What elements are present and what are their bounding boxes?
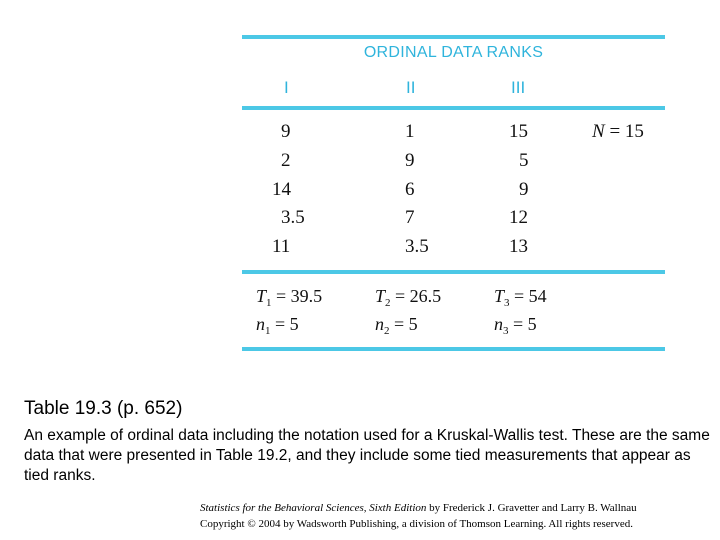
table-cell: 13 bbox=[509, 236, 528, 257]
top-rule bbox=[242, 35, 665, 39]
caption-title: Table 19.3 (p. 652) bbox=[24, 398, 183, 419]
sum-symbol: T bbox=[256, 286, 267, 306]
table-cell: 7 bbox=[405, 207, 415, 228]
total-n bbox=[592, 121, 644, 143]
table-cell: 3.5 bbox=[405, 236, 429, 257]
size-symbol: n bbox=[494, 314, 503, 334]
sum-value: = 54 bbox=[514, 286, 547, 306]
table-cell: 12 bbox=[509, 207, 528, 228]
totals-rule bbox=[242, 270, 665, 274]
sum-symbol: T bbox=[375, 286, 386, 306]
sum-value: = 39.5 bbox=[276, 286, 323, 306]
sum-t3 bbox=[494, 285, 547, 314]
table-cell: 3.5 bbox=[281, 207, 305, 228]
total-n-symbol: N bbox=[592, 121, 605, 142]
book-credit bbox=[200, 500, 715, 532]
book-authors: by Frederick J. Gravetter and Larry B. Wallnau bbox=[426, 502, 637, 514]
sum-subscript: 1 bbox=[266, 297, 272, 309]
table-cell: 15 bbox=[509, 121, 528, 142]
size-symbol: n bbox=[375, 314, 384, 334]
size-subscript: 2 bbox=[384, 325, 390, 337]
table-cell: 5 bbox=[519, 150, 529, 171]
size-value: = 5 bbox=[513, 314, 537, 334]
table-cell: 14 bbox=[272, 179, 291, 200]
table-cell: 9 bbox=[281, 121, 291, 142]
sum-value: = 26.5 bbox=[395, 286, 442, 306]
header-rule bbox=[242, 106, 665, 110]
sum-symbol: T bbox=[494, 286, 505, 306]
table-cell: 6 bbox=[405, 179, 415, 200]
table-cell: 2 bbox=[281, 150, 291, 171]
book-title: Statistics for the Behavioral Sciences, Sixth Edition bbox=[200, 502, 427, 514]
size-value: = 5 bbox=[275, 314, 299, 334]
column-header-3: III bbox=[511, 78, 526, 97]
table-cell: 9 bbox=[519, 179, 529, 200]
caption-body: An example of ordinal data including the notation used for a Kruskal-Wallis test. These are the same data that were presented in Table 19.2, and they include some tied measurements that appear as tied ranks. bbox=[24, 427, 710, 484]
size-symbol: n bbox=[256, 314, 265, 334]
size-subscript: 1 bbox=[265, 325, 271, 337]
size-n3 bbox=[494, 313, 537, 342]
bottom-rule bbox=[242, 347, 665, 351]
table-cell: 11 bbox=[272, 236, 291, 257]
size-n1 bbox=[256, 313, 299, 342]
sum-subscript: 2 bbox=[385, 297, 391, 309]
size-n2 bbox=[375, 313, 418, 342]
size-value: = 5 bbox=[394, 314, 418, 334]
column-header-2: II bbox=[406, 78, 416, 97]
size-subscript: 3 bbox=[503, 325, 509, 337]
table-cell: 9 bbox=[405, 150, 415, 171]
table-cell: 1 bbox=[405, 121, 415, 142]
copyright-notice: Copyright © 2004 by Wadsworth Publishing, a division of Thomson Learning. All rights reserved. bbox=[200, 518, 633, 530]
table-title: ORDINAL DATA RANKS bbox=[363, 44, 544, 61]
sum-t2 bbox=[375, 285, 441, 314]
sum-t1 bbox=[256, 285, 322, 314]
column-header-1: I bbox=[284, 78, 289, 97]
sum-subscript: 3 bbox=[504, 297, 510, 309]
total-n-value: = 15 bbox=[609, 121, 644, 142]
